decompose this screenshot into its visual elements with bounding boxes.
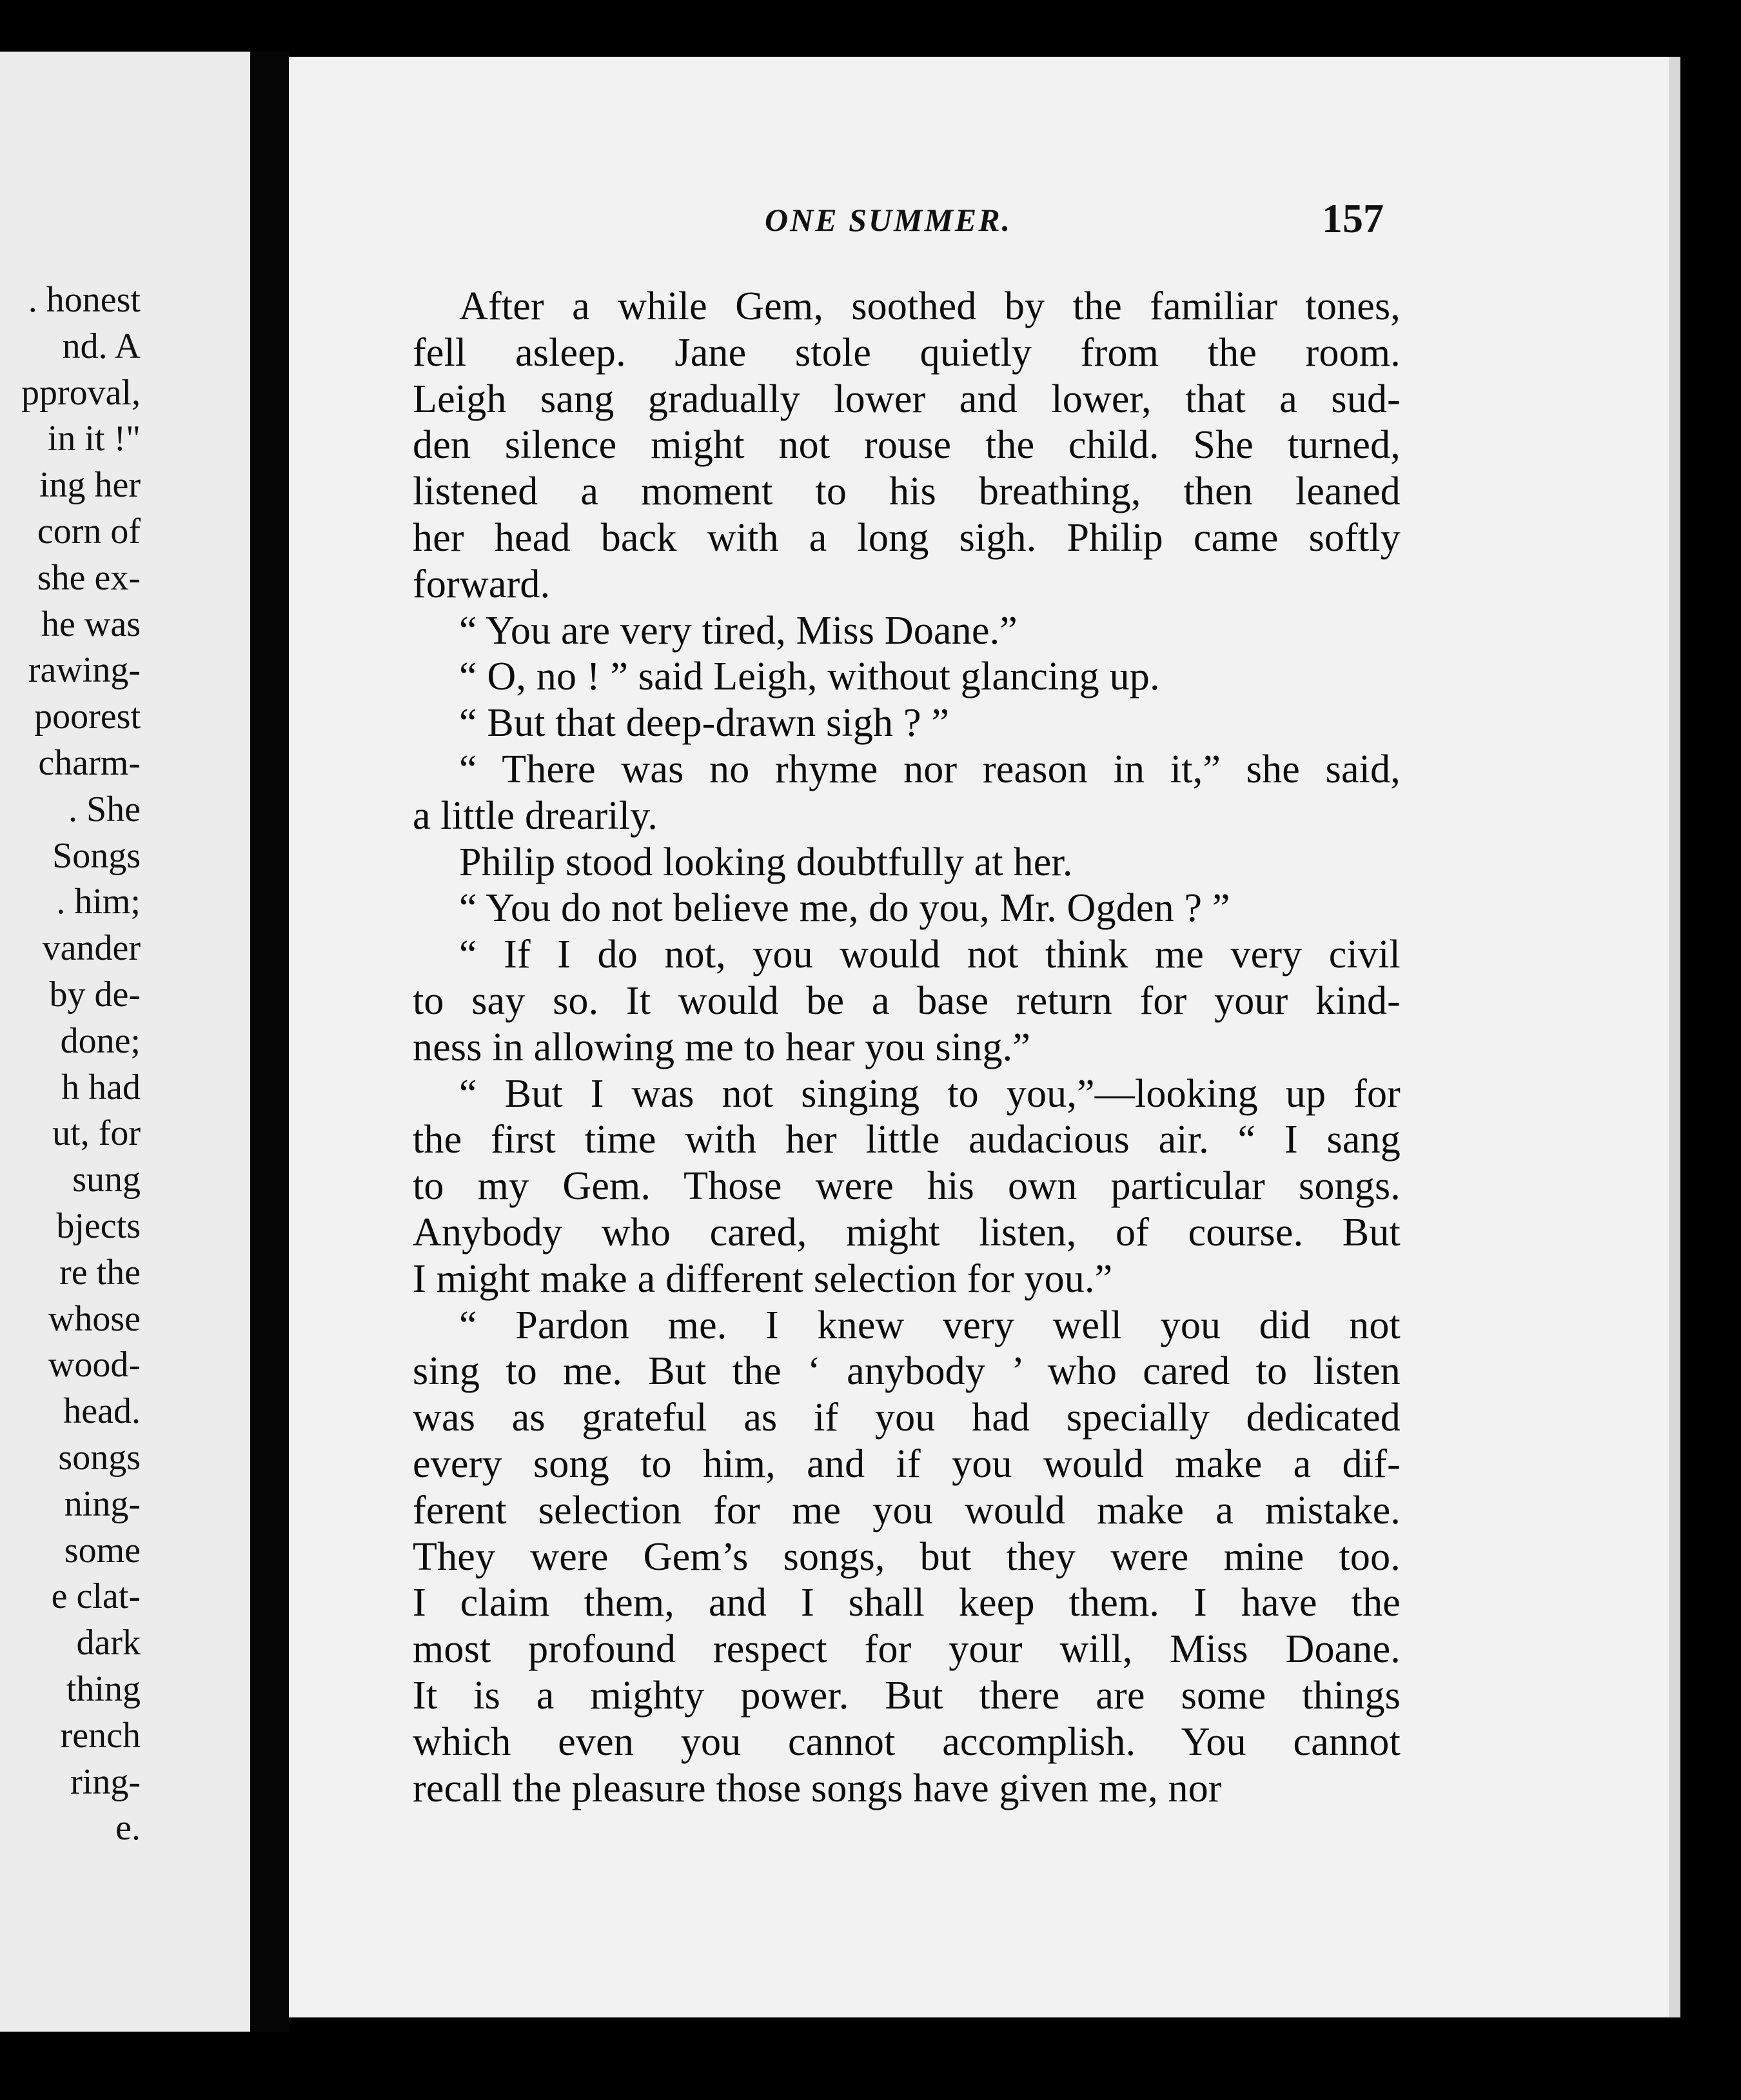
body-text: [413, 284, 1401, 1812]
left-page-fragment: nd. A: [62, 326, 141, 366]
left-page-fragment: h had: [61, 1067, 141, 1107]
running-title: ONE SUMMER.: [765, 202, 1012, 238]
text-line: fell asleep. Jane stole quietly from the room.: [413, 330, 1401, 375]
left-page-fragment: Songs: [52, 835, 141, 876]
text-line: “ But I was not singing to you,”—looking up for: [459, 1071, 1401, 1116]
right-page: [289, 57, 1680, 2017]
text-line: forward.: [413, 562, 551, 606]
text-line: her head back with a long sigh. Philip came softly: [413, 515, 1401, 560]
left-page-fragment: he was: [41, 604, 141, 644]
left-page-fragment: charm-: [38, 743, 141, 783]
left-page-fragment: rench: [60, 1715, 141, 1756]
page-number: 157: [1322, 195, 1384, 241]
left-page-fragment: ring-: [70, 1761, 141, 1802]
left-page-fragment: songs: [58, 1438, 141, 1478]
left-page-fragment: . him;: [56, 882, 141, 922]
text-line: Leigh sang gradually lower and lower, that a sud-: [413, 377, 1401, 421]
text-line: to my Gem. Those were his own particular songs.: [413, 1164, 1401, 1209]
text-line: “ You are very tired, Miss Doane.”: [459, 608, 1018, 653]
text-line: “ You do not believe me, do you, Mr. Ogden ? ”: [459, 886, 1230, 931]
left-page: [0, 52, 250, 2032]
left-page-fragment: e.: [115, 1808, 141, 1848]
left-page-fragment: dark: [76, 1623, 141, 1663]
left-page-fragment: she ex-: [37, 557, 141, 598]
left-page-fragment: whose: [48, 1298, 141, 1339]
text-line: sing to me. But the ‘ anybody ’ who cared to listen: [413, 1349, 1401, 1394]
left-page-fragment: ut, for: [52, 1113, 141, 1154]
left-page-fragment: ning-: [64, 1483, 141, 1524]
text-line: After a while Gem, soothed by the familiar tones,: [459, 284, 1401, 328]
text-line: recall the pleasure those songs have given me, nor: [413, 1766, 1222, 1810]
left-page-fragment: corn of: [37, 511, 141, 551]
left-page-fragment: re the: [59, 1252, 141, 1293]
left-page-fragment: thing: [66, 1669, 141, 1709]
left-page-fragment: head.: [63, 1391, 141, 1432]
left-page-fragment: sung: [72, 1160, 141, 1200]
text-line: It is a mighty power. But there are some things: [413, 1673, 1401, 1718]
text-line: “ But that deep-drawn sigh ? ”: [459, 701, 950, 746]
left-page-fragment: wood-: [48, 1345, 141, 1385]
text-line: every song to him, and if you would make a dif-: [413, 1441, 1401, 1486]
text-line: to say so. It would be a base return for your kind-: [413, 978, 1401, 1023]
text-line: They were Gem’s songs, but they were mine too.: [413, 1534, 1401, 1579]
text-line: was as grateful as if you had specially dedicated: [413, 1396, 1401, 1440]
text-line: Philip stood looking doubtfully at her.: [459, 840, 1073, 884]
text-line: Anybody who cared, might listen, of course. But: [413, 1210, 1401, 1254]
text-line: listened a moment to his breathing, then leaned: [413, 470, 1401, 514]
left-page-fragment: rawing-: [28, 650, 141, 691]
left-page-fragment: . honest: [28, 280, 141, 320]
left-page-fragment: ing her: [39, 465, 141, 506]
text-line: “ If I do not, you would not think me very civil: [459, 933, 1401, 977]
left-page-fragment: poorest: [34, 697, 141, 737]
left-page-fragment: pproval,: [21, 372, 141, 413]
page-header: [289, 195, 1680, 253]
book-gutter: [250, 52, 289, 2032]
left-page-fragment: done;: [60, 1020, 141, 1061]
text-line: I might make a different selection for you.”: [413, 1256, 1113, 1301]
left-page-fragment: e clat-: [51, 1576, 141, 1617]
text-line: most profound respect for your will, Miss Doane.: [413, 1627, 1401, 1672]
text-line: “ Pardon me. I knew very well you did not: [459, 1303, 1401, 1347]
text-line: a little drearily.: [413, 793, 658, 838]
left-page-fragment: . She: [68, 789, 141, 829]
text-line: den silence might not rouse the child. She turned,: [413, 423, 1401, 468]
text-line: the first time with her little audacious air. “ I sang: [413, 1118, 1401, 1162]
left-page-fragment: some: [64, 1530, 141, 1570]
left-page-fragment: bjects: [56, 1206, 141, 1246]
text-line: I claim them, and I shall keep them. I have the: [413, 1581, 1401, 1625]
left-page-fragment: vander: [42, 928, 141, 969]
left-page-fragment: in it !": [47, 419, 141, 459]
left-page-fragment: by de-: [49, 975, 141, 1015]
text-line: “ There was no rhyme nor reason in it,” she said,: [459, 747, 1401, 791]
text-line: ness in allowing me to hear you sing.”: [413, 1025, 1031, 1069]
text-line: “ O, no ! ” said Leigh, without glancing up.: [459, 655, 1160, 699]
text-line: which even you cannot accomplish. You cannot: [413, 1719, 1401, 1764]
text-line: ferent selection for me you would make a mistake.: [413, 1488, 1401, 1532]
